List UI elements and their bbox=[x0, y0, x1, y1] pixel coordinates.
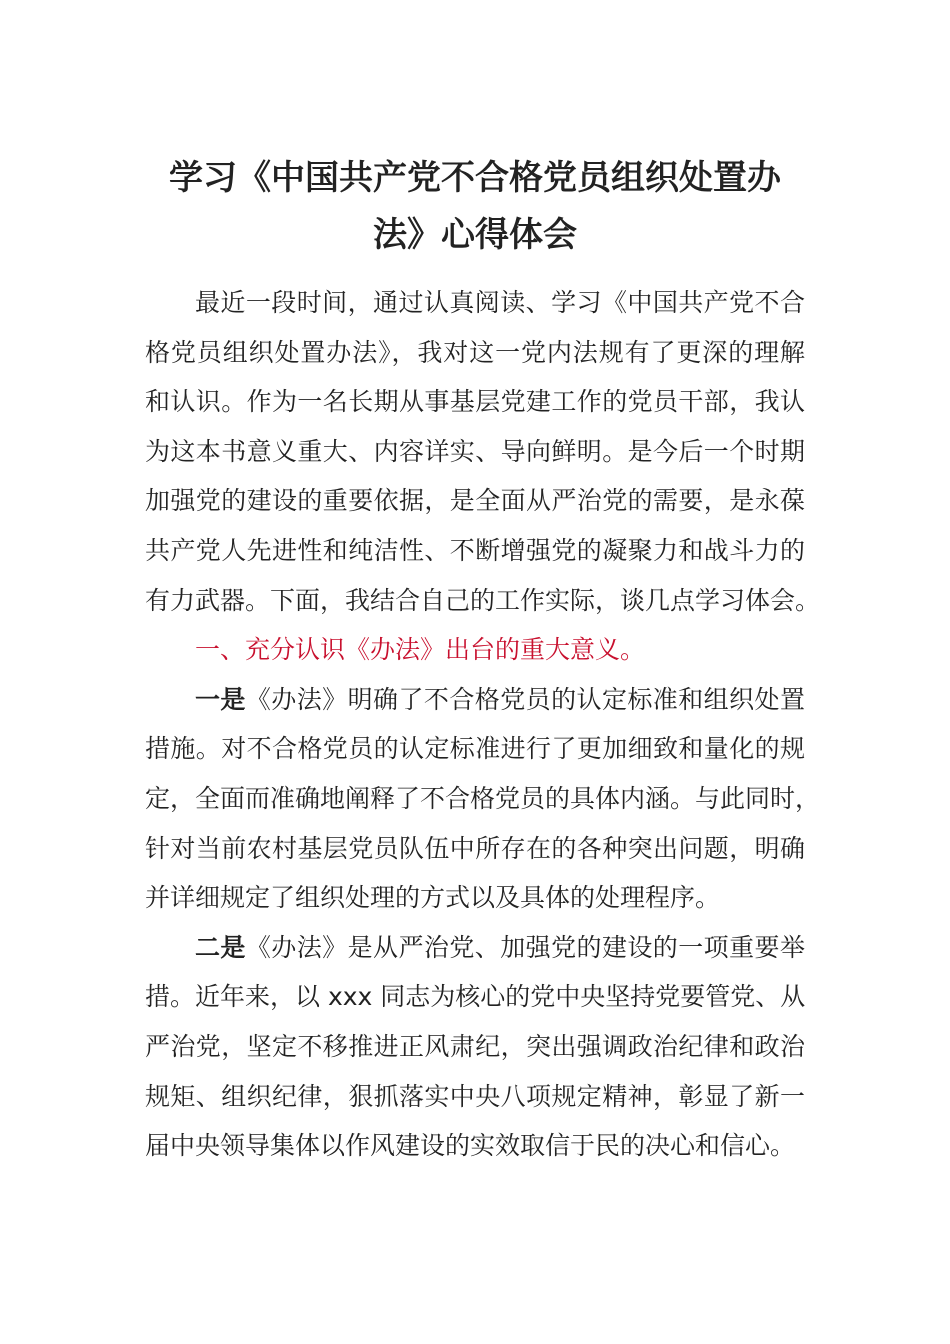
point2-first-line-text: 《办法》是从严治党、加强党的建设的一项重要举 bbox=[245, 932, 805, 962]
document-body bbox=[145, 278, 821, 1171]
intro-line: 加强党的建设的重要依据，是全面从严治党的需要，是永葆 bbox=[145, 486, 805, 516]
intro-line: 格党员组织处置办法》，我对这一党内法规有了更深的理解 bbox=[145, 337, 805, 367]
intro-line: 为这本书意义重大、内容详实、导向鲜明。是今后一个时期 bbox=[145, 436, 805, 466]
title-line: 法》心得体会 bbox=[373, 215, 577, 255]
intro-line: 有力武器。下面，我结合自己的工作实际，谈几点学习体会。 bbox=[145, 585, 821, 615]
point2-first-line bbox=[145, 923, 805, 973]
document-title bbox=[120, 150, 830, 264]
point1-line: 措施。对不合格党员的认定标准进行了更加细致和量化的规 bbox=[145, 734, 805, 764]
title-line: 学习《中国共产党不合格党员组织处置办 bbox=[169, 158, 781, 198]
point1-first-line bbox=[145, 675, 805, 725]
point2-line: 严治党，坚定不移推进正风肃纪，突出强调政治纪律和政治 bbox=[145, 1031, 805, 1061]
point1-lead: 一是 bbox=[195, 684, 246, 714]
point2-line: 措。近年来，以 xxx 同志为核心的党中央坚持党要管党、从 bbox=[145, 982, 806, 1012]
point2-line: 届中央领导集体以作风建设的实效取信于民的决心和信心。 bbox=[145, 1131, 796, 1161]
intro-line: 最近一段时间，通过认真阅读、学习《中国共产党不合 bbox=[195, 288, 805, 317]
point1-first-line-text: 《办法》明确了不合格党员的认定标准和组织处置 bbox=[245, 684, 805, 714]
point2-lead: 二是 bbox=[195, 932, 246, 962]
intro-line: 共产党人先进性和纯洁性、不断增强党的凝聚力和战斗力的 bbox=[145, 535, 805, 565]
point2-line: 规矩、组织纪律，狠抓落实中央八项规定精神，彰显了新一 bbox=[145, 1081, 805, 1111]
section-heading: 一、充分认识《办法》出台的重大意义。 bbox=[195, 635, 646, 665]
point1-line: 针对当前农村基层党员队伍中所存在的各种突出问题，明确 bbox=[145, 833, 805, 863]
intro-line: 和认识。作为一名长期从事基层党建工作的党员干部，我认 bbox=[145, 387, 805, 417]
point1-line: 并详细规定了组织处理的方式以及具体的处理程序。 bbox=[145, 883, 721, 913]
point1-line: 定，全面而准确地阐释了不合格党员的具体内涵。与此同时， bbox=[145, 783, 821, 813]
